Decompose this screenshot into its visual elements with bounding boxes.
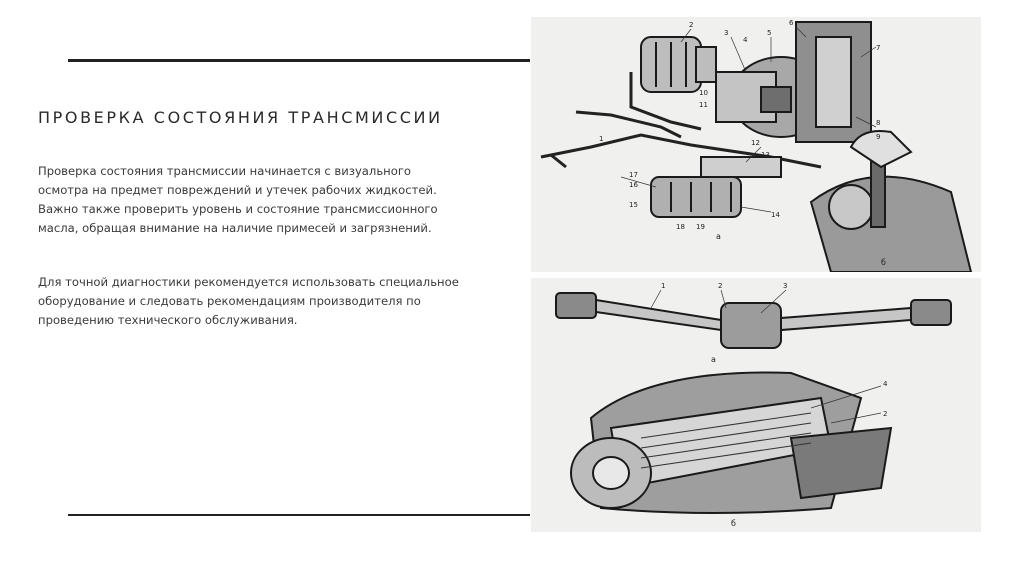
svg-text:а: а	[716, 232, 721, 241]
svg-text:2: 2	[883, 410, 888, 418]
bottom-divider	[68, 514, 530, 516]
svg-text:17: 17	[629, 171, 638, 179]
svg-text:14: 14	[771, 211, 780, 219]
svg-text:1: 1	[661, 282, 666, 290]
svg-text:19: 19	[696, 223, 705, 231]
svg-text:12: 12	[751, 139, 760, 147]
slide-title: ПРОВЕРКА СОСТОЯНИЯ ТРАНСМИССИИ	[38, 108, 443, 127]
svg-text:11: 11	[699, 101, 708, 109]
svg-text:16: 16	[629, 181, 638, 189]
svg-text:4: 4	[883, 380, 888, 388]
svg-text:15: 15	[629, 201, 638, 209]
svg-text:2: 2	[689, 21, 694, 29]
clutch-mechanism-illustration	[531, 17, 981, 272]
svg-text:7: 7	[876, 44, 881, 52]
svg-text:9: 9	[876, 133, 881, 141]
svg-text:6: 6	[789, 19, 794, 27]
svg-text:б: б	[731, 519, 736, 528]
driveshaft-illustration	[531, 278, 981, 532]
driveshaft-drawing	[531, 278, 981, 532]
svg-text:2: 2	[718, 282, 723, 290]
top-divider	[68, 59, 530, 62]
svg-text:3: 3	[724, 29, 729, 37]
svg-text:а: а	[711, 355, 716, 364]
svg-text:18: 18	[676, 223, 685, 231]
paragraph-visual-inspection: Проверка состояния трансмиссии начинается с визуального осмотра на предмет повреждений и утечек рабочих жидкостей. Важно также проверить уровень и состояние трансмиссионного масла, обращая внимание на наличие примесей и загрязнений.	[38, 164, 438, 235]
clutch-drawing	[531, 17, 981, 272]
svg-text:5: 5	[767, 29, 772, 37]
svg-text:1: 1	[599, 135, 604, 143]
svg-text:3: 3	[783, 282, 788, 290]
svg-text:8: 8	[876, 119, 881, 127]
svg-text:13: 13	[761, 151, 770, 159]
paragraph-diagnostics: Для точной диагностики рекомендуется использовать специальное оборудование и следовать рекомендациям производителя по проведению технического обслуживания.	[38, 275, 459, 327]
svg-text:б: б	[881, 258, 886, 267]
svg-text:4: 4	[743, 36, 748, 44]
svg-text:10: 10	[699, 89, 708, 97]
